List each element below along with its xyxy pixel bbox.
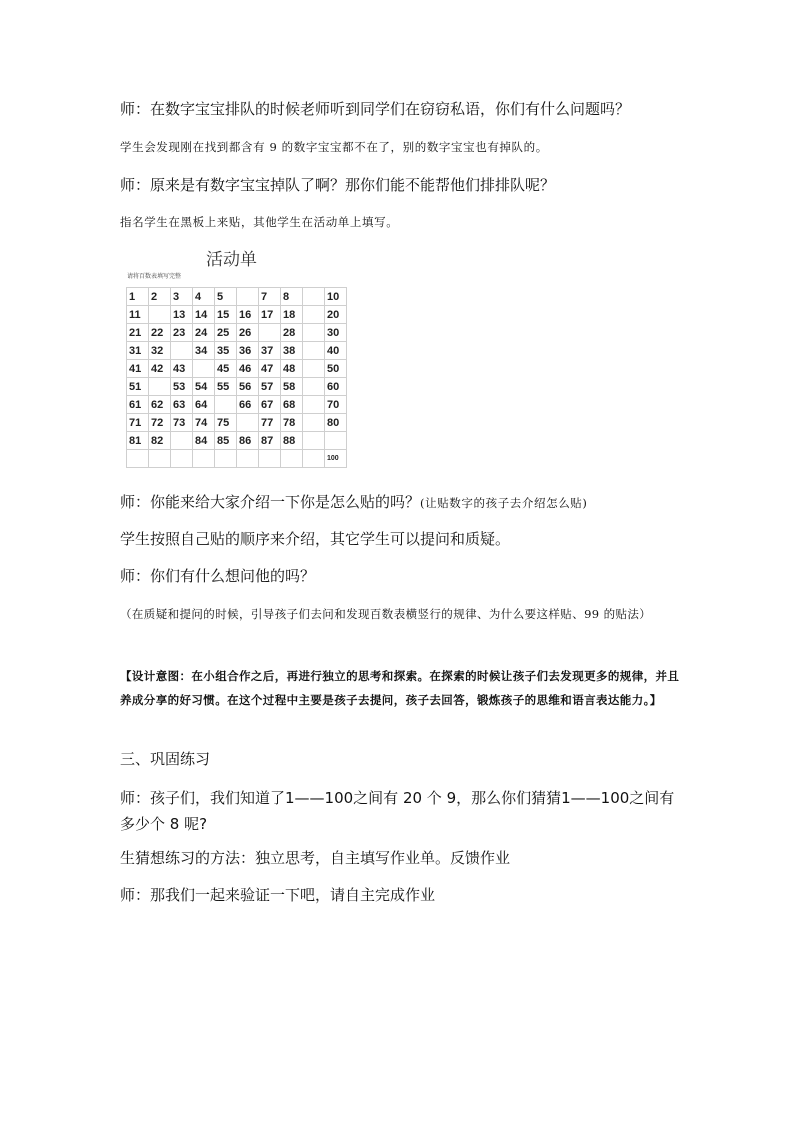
grid-row bbox=[127, 360, 347, 378]
grid-cell: 46 bbox=[237, 360, 259, 378]
teacher-ask-text: 师：你能来给大家介绍一下你是怎么贴的吗？ bbox=[120, 493, 421, 511]
grid-cell bbox=[171, 342, 193, 360]
grid-cell: 78 bbox=[281, 414, 303, 432]
grid-cell: 26 bbox=[237, 324, 259, 342]
grid-cell: 11 bbox=[127, 306, 149, 324]
grid-row bbox=[127, 342, 347, 360]
grid-cell: 1 bbox=[127, 288, 149, 306]
grid-cell: 45 bbox=[215, 360, 237, 378]
grid-cell: 4 bbox=[193, 288, 215, 306]
paragraph-student-method: 生猜想练习的方法：独立思考，自主填写作业单。反馈作业 bbox=[120, 849, 511, 867]
grid-cell bbox=[303, 432, 325, 450]
grid-cell bbox=[325, 432, 347, 450]
grid-cell: 22 bbox=[149, 324, 171, 342]
grid-cell bbox=[215, 396, 237, 414]
grid-cell: 51 bbox=[127, 378, 149, 396]
grid-cell: 43 bbox=[171, 360, 193, 378]
paragraph-student-discovery: 学生会发现刚在找到都含有 9 的数字宝宝都不在了，别的数字宝宝也有掉队的。 bbox=[120, 140, 548, 154]
grid-cell: 62 bbox=[149, 396, 171, 414]
grid-cell: 16 bbox=[237, 306, 259, 324]
grid-cell: 63 bbox=[171, 396, 193, 414]
grid-cell: 20 bbox=[325, 306, 347, 324]
grid-cell: 42 bbox=[149, 360, 171, 378]
grid-cell: 30 bbox=[325, 324, 347, 342]
grid-cell bbox=[303, 288, 325, 306]
grid-cell: 23 bbox=[171, 324, 193, 342]
grid-cell bbox=[237, 288, 259, 306]
grid-cell bbox=[303, 306, 325, 324]
grid-cell: 72 bbox=[149, 414, 171, 432]
grid-cell bbox=[303, 342, 325, 360]
grid-cell bbox=[259, 324, 281, 342]
activity-sheet-subtitle: 请将百数表填写完整 bbox=[127, 273, 182, 280]
grid-cell: 81 bbox=[127, 432, 149, 450]
paragraph-student-explain: 学生按照自己贴的顺序来介绍，其它学生可以提问和质疑。 bbox=[120, 530, 511, 548]
grid-cell: 7 bbox=[259, 288, 281, 306]
grid-cell: 56 bbox=[237, 378, 259, 396]
grid-cell bbox=[303, 324, 325, 342]
grid-cell: 100 bbox=[325, 450, 347, 468]
grid-cell: 66 bbox=[237, 396, 259, 414]
paragraph-design-intent: 【设计意图：在小组合作之后，再进行独立的思考和探索。在探索的时候让孩子们去发现更多的规律，并且养成分享的好习惯。在这个过程中主要是孩子去提问，孩子去回答，锻炼孩子的思维和语言表达能力。】 bbox=[120, 669, 680, 707]
grid-cell bbox=[149, 450, 171, 468]
grid-cell: 64 bbox=[193, 396, 215, 414]
grid-cell: 88 bbox=[281, 432, 303, 450]
activity-sheet-title: 活动单 bbox=[206, 250, 257, 270]
grid-cell: 67 bbox=[259, 396, 281, 414]
grid-row bbox=[127, 432, 347, 450]
grid-cell: 68 bbox=[281, 396, 303, 414]
grid-cell bbox=[259, 450, 281, 468]
section-heading-practice: 三、巩固练习 bbox=[120, 750, 211, 768]
grid-cell: 47 bbox=[259, 360, 281, 378]
grid-cell: 60 bbox=[325, 378, 347, 396]
grid-row bbox=[127, 414, 347, 432]
grid-row bbox=[127, 288, 347, 306]
grid-cell bbox=[149, 378, 171, 396]
grid-cell: 85 bbox=[215, 432, 237, 450]
grid-cell: 82 bbox=[149, 432, 171, 450]
grid-cell: 41 bbox=[127, 360, 149, 378]
grid-cell: 2 bbox=[149, 288, 171, 306]
grid-cell: 18 bbox=[281, 306, 303, 324]
grid-row bbox=[127, 450, 347, 468]
grid-cell: 24 bbox=[193, 324, 215, 342]
grid-cell: 71 bbox=[127, 414, 149, 432]
grid-cell bbox=[193, 360, 215, 378]
grid-cell: 57 bbox=[259, 378, 281, 396]
grid-row bbox=[127, 324, 347, 342]
paragraph-teacher-verify: 师：那我们一起来验证一下吧，请自主完成作业 bbox=[120, 886, 436, 904]
grid-cell bbox=[303, 414, 325, 432]
grid-row bbox=[127, 396, 347, 414]
paragraph-teacher-prompt: 师：原来是有数字宝宝掉队了啊？那你们能不能帮他们排排队呢？ bbox=[120, 176, 556, 194]
grid-cell bbox=[237, 450, 259, 468]
grid-cell: 53 bbox=[171, 378, 193, 396]
grid-cell: 50 bbox=[325, 360, 347, 378]
grid-cell: 54 bbox=[193, 378, 215, 396]
grid-cell: 21 bbox=[127, 324, 149, 342]
grid-cell: 73 bbox=[171, 414, 193, 432]
grid-cell bbox=[303, 360, 325, 378]
grid-cell bbox=[237, 414, 259, 432]
grid-cell: 13 bbox=[171, 306, 193, 324]
grid-cell bbox=[215, 450, 237, 468]
grid-cell bbox=[303, 378, 325, 396]
grid-cell: 40 bbox=[325, 342, 347, 360]
grid-cell: 75 bbox=[215, 414, 237, 432]
grid-cell bbox=[303, 396, 325, 414]
grid-cell: 14 bbox=[193, 306, 215, 324]
grid-cell: 77 bbox=[259, 414, 281, 432]
grid-cell: 70 bbox=[325, 396, 347, 414]
paragraph-teacher-ask-questions: 师：你们有什么想问他的吗？ bbox=[120, 567, 316, 585]
grid-row bbox=[127, 306, 347, 324]
grid-cell: 86 bbox=[237, 432, 259, 450]
grid-cell bbox=[193, 450, 215, 468]
hundred-chart-table bbox=[126, 287, 347, 468]
grid-cell: 61 bbox=[127, 396, 149, 414]
grid-cell bbox=[281, 450, 303, 468]
grid-cell: 74 bbox=[193, 414, 215, 432]
grid-cell: 58 bbox=[281, 378, 303, 396]
grid-cell: 3 bbox=[171, 288, 193, 306]
paragraph-teacher-question: 师：在数字宝宝排队的时候老师听到同学们在窃窃私语，你们有什么问题吗？ bbox=[120, 100, 631, 118]
grid-cell: 17 bbox=[259, 306, 281, 324]
grid-row bbox=[127, 378, 347, 396]
grid-cell: 87 bbox=[259, 432, 281, 450]
grid-cell bbox=[171, 450, 193, 468]
grid-cell: 15 bbox=[215, 306, 237, 324]
grid-cell: 8 bbox=[281, 288, 303, 306]
grid-cell: 36 bbox=[237, 342, 259, 360]
paragraph-teacher-guess: 师：孩子们，我们知道了1——100之间有 20 个 9，那么你们猜猜1——100之间有多少个 8 呢? bbox=[120, 789, 675, 833]
grid-cell bbox=[171, 432, 193, 450]
teacher-ask-note: (让贴数字的孩子去介绍怎么贴) bbox=[420, 496, 588, 510]
grid-cell: 10 bbox=[325, 288, 347, 306]
grid-cell bbox=[149, 306, 171, 324]
grid-cell: 32 bbox=[149, 342, 171, 360]
grid-cell: 28 bbox=[281, 324, 303, 342]
paragraph-guidance-note: （在质疑和提问的时候，引导孩子们去问和发现百数表横竖行的规律、为什么要这样贴、99 的贴法） bbox=[120, 607, 652, 621]
grid-cell: 35 bbox=[215, 342, 237, 360]
grid-cell: 34 bbox=[193, 342, 215, 360]
paragraph-teacher-ask-explain bbox=[120, 491, 588, 512]
paragraph-instruction: 指名学生在黑板上来贴，其他学生在活动单上填写。 bbox=[120, 215, 399, 229]
grid-cell bbox=[303, 450, 325, 468]
grid-cell: 38 bbox=[281, 342, 303, 360]
grid-cell: 80 bbox=[325, 414, 347, 432]
grid-cell: 25 bbox=[215, 324, 237, 342]
grid-cell: 55 bbox=[215, 378, 237, 396]
grid-cell: 37 bbox=[259, 342, 281, 360]
grid-cell bbox=[127, 450, 149, 468]
grid-cell: 5 bbox=[215, 288, 237, 306]
grid-cell: 48 bbox=[281, 360, 303, 378]
grid-cell: 31 bbox=[127, 342, 149, 360]
grid-cell: 84 bbox=[193, 432, 215, 450]
